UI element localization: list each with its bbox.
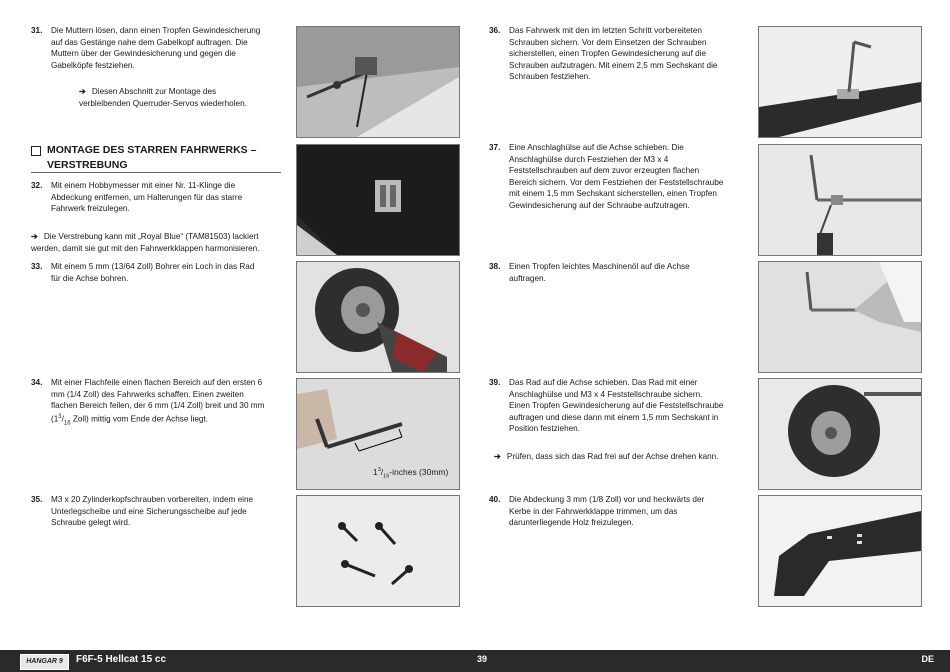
photo-step-35 xyxy=(296,495,460,607)
step-number: 31. xyxy=(31,26,43,35)
step-text: Mit einer Flachfeile einen flachen Bereich auf den ersten 6 mm (1/4 Zoll) des Fahrwerks schaffen. Einen zweiten flachen Bereich feilen, der 6 mm (1/4 Zoll) breit und 30 mm ($1^3/_{16}$ Zoll) mittig vom Ende der Achse liegt. xyxy=(51,378,265,427)
step-number: 36. xyxy=(489,26,501,35)
product-title: F6F-5 Hellcat 15 cc xyxy=(76,654,167,665)
photo-step-34 xyxy=(296,378,460,490)
section-heading xyxy=(31,143,281,173)
note-39 xyxy=(494,451,744,463)
step-number: 34. xyxy=(31,378,43,387)
step-text: Die Abdeckung 3 mm (1/8 Zoll) vor und heckwärts der Kerbe in der Fahrwerkklappe trimmen, um das darunterliegende Holz freizulegen. xyxy=(509,495,705,528)
language-code: DE xyxy=(921,654,934,664)
arrow-right-icon: ➔ xyxy=(31,232,38,241)
section-title-text: MONTAGE DES STARREN FAHRWERKS – VERSTREBUNG xyxy=(47,144,257,171)
note-text: Die Verstrebung kann mit „Royal Blue“ (TAM81503) lackiert werden, damit sie gut mit den Fahrwerkklappen harmonisieren. xyxy=(31,232,260,253)
figure-dimension-label: $1^3/_{16}$-inches (30mm) xyxy=(373,466,449,480)
arrow-right-icon: ➔ xyxy=(79,87,86,96)
photo-step-37 xyxy=(758,144,922,256)
step-text: M3 x 20 Zylinderkopfschrauben vorbereiten, indem eine Unterlegscheibe und eine Sicherungsscheibe auf jede Schraube gelegt wird. xyxy=(51,495,254,528)
step-text: Das Fahrwerk mit den im letzten Schritt vorbereiteten Schrauben sichern. Vor dem Einsetzen der Schrauben sicherstellen, einen Tropfen Gewindesicherung auf die Schrauben aufzutragen. Mit einem 2,5 mm Sechskant die Schrauben festziehen. xyxy=(509,26,718,82)
step-number: 35. xyxy=(31,495,43,504)
photo-step-39 xyxy=(758,378,922,490)
page-number: 39 xyxy=(476,654,487,664)
step-number: 33. xyxy=(31,262,43,271)
brand-logo: HANGAR 9 xyxy=(20,654,69,670)
step-number: 38. xyxy=(489,262,501,271)
note-31 xyxy=(79,86,269,109)
photo-step-33 xyxy=(296,261,460,373)
step-number: 39. xyxy=(489,378,501,387)
page-footer xyxy=(0,650,950,672)
section-divider xyxy=(31,172,281,173)
step-text: Die Muttern lösen, dann einen Tropfen Gewindesicherung auf das Gestänge nahe dem Gabelkopf auftragen. Die Muttern über der Gewindesicherung und gegen die Gabelköpfe festziehen. xyxy=(51,26,261,70)
note-32 xyxy=(31,231,276,254)
step-number: 40. xyxy=(489,495,501,504)
step-text: Mit einem 5 mm (13/64 Zoll) Bohrer ein Loch in das Rad für die Achse bohren. xyxy=(51,262,255,283)
step-text: Mit einem Hobbymesser mit einer Nr. 11-Klinge die Abdeckung entfernen, um Halterungen für das starre Fahrwerk freizulegen. xyxy=(51,181,243,214)
step-number: 37. xyxy=(489,143,501,152)
photo-step-40 xyxy=(758,495,922,607)
step-text: Das Rad auf die Achse schieben. Das Rad mit einer Anschlaghülse und M3 x 4 Feststellschraube sichern. Einen Tropfen Gewindesicherung auf die Feststellschraube auftragen und diese dann mit einem 1,5 mm Sechskant in Position festziehen. xyxy=(509,378,724,434)
arrow-right-icon: ➔ xyxy=(494,452,501,461)
photo-step-31 xyxy=(296,26,460,138)
step-text: Einen Tropfen leichtes Maschinenöl auf die Achse auftragen. xyxy=(509,262,690,283)
note-text: Prüfen, dass sich das Rad frei auf der Achse drehen kann. xyxy=(506,452,719,461)
photo-step-32 xyxy=(296,144,460,256)
step-number: 32. xyxy=(31,181,43,190)
step-text: Eine Anschlaghülse auf die Achse schieben. Die Anschlaghülse durch Festziehen der M3 x 4 Feststellschrauben auf dem zuvor erzeugten flachen Bereich sichern. Vor dem Festziehen der Feststellschraube mit einem 1,5 mm Sechskant sicherstellen, einen Tropfen Gewindesicherung auf der Schraube aufzutragen. xyxy=(509,143,724,210)
photo-step-38 xyxy=(758,261,922,373)
note-text: Diesen Abschnitt zur Montage des verbleibenden Querruder-Servos wiederholen. xyxy=(79,87,247,108)
photo-step-36 xyxy=(758,26,922,138)
